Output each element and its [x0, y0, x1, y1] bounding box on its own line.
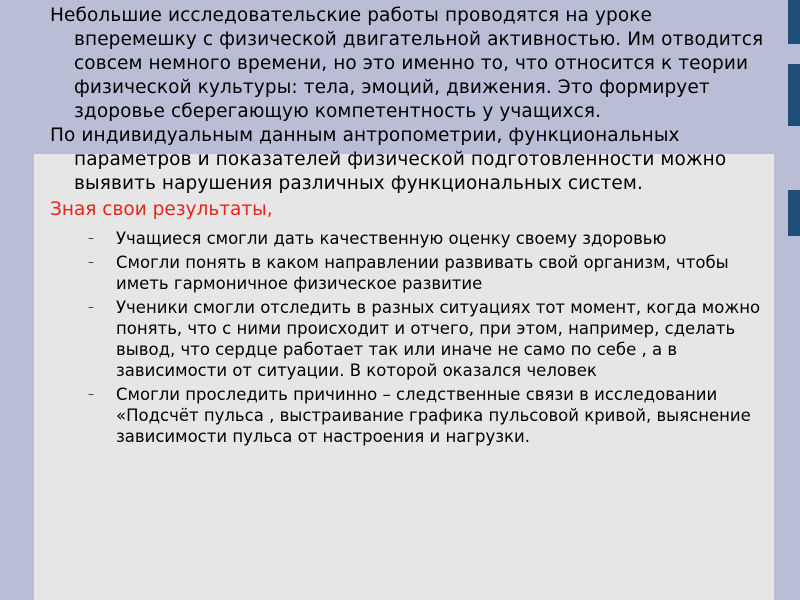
slide-text: [50, 4, 772, 450]
results-list: [50, 228, 772, 447]
list-item-text: Смогли понять в каком направлении развивать свой организм, чтобы иметь гармоничное физическое развитие: [116, 253, 729, 293]
bullet-dash-icon: –: [88, 387, 94, 401]
paragraph-anthropometry: По индивидуальным данным антропометрии, функциональных параметров и показателей физической подготовленности можно выявить нарушения различных функциональных систем.: [50, 125, 727, 194]
decorative-bar-3: [788, 190, 800, 236]
bullet-dash-icon: –: [88, 255, 94, 269]
list-item-text: Смогли проследить причинно – следственные связи в исследовании «Подсчёт пульса , выстраивание графика пульсовой кривой, выяснение зависимости пульса от настроения и нагрузки.: [116, 385, 751, 446]
list-item: [50, 228, 772, 249]
decorative-bar-1: [788, 0, 800, 44]
highlight-heading: Зная свои результаты,: [50, 199, 273, 220]
decorative-bar-2: [788, 64, 800, 126]
list-item: [50, 297, 772, 381]
list-item: [50, 252, 772, 294]
paragraph-intro: Небольшие исследовательские работы проводятся на уроке вперемешку с физической двигательной активностью. Им отводится совсем немного времени, но это именно то, что относится к теории физической культуры: тела, эмоций, движения. Это формирует здоровье сберегающую компетентность у учащихся.: [50, 5, 764, 122]
bullet-dash-icon: –: [88, 300, 94, 314]
bullet-dash-icon: –: [88, 231, 94, 245]
list-item: [50, 384, 772, 447]
list-item-text: Учащиеся смогли дать качественную оценку своему здоровью: [116, 229, 667, 248]
list-item-text: Ученики смогли отследить в разных ситуациях тот момент, когда можно понять, что с ними происходит и отчего, при этом, например, сделать вывод, что сердце работает так или иначе не само по себе , а в зависимости от ситуации. В которой оказался человек: [116, 298, 761, 380]
